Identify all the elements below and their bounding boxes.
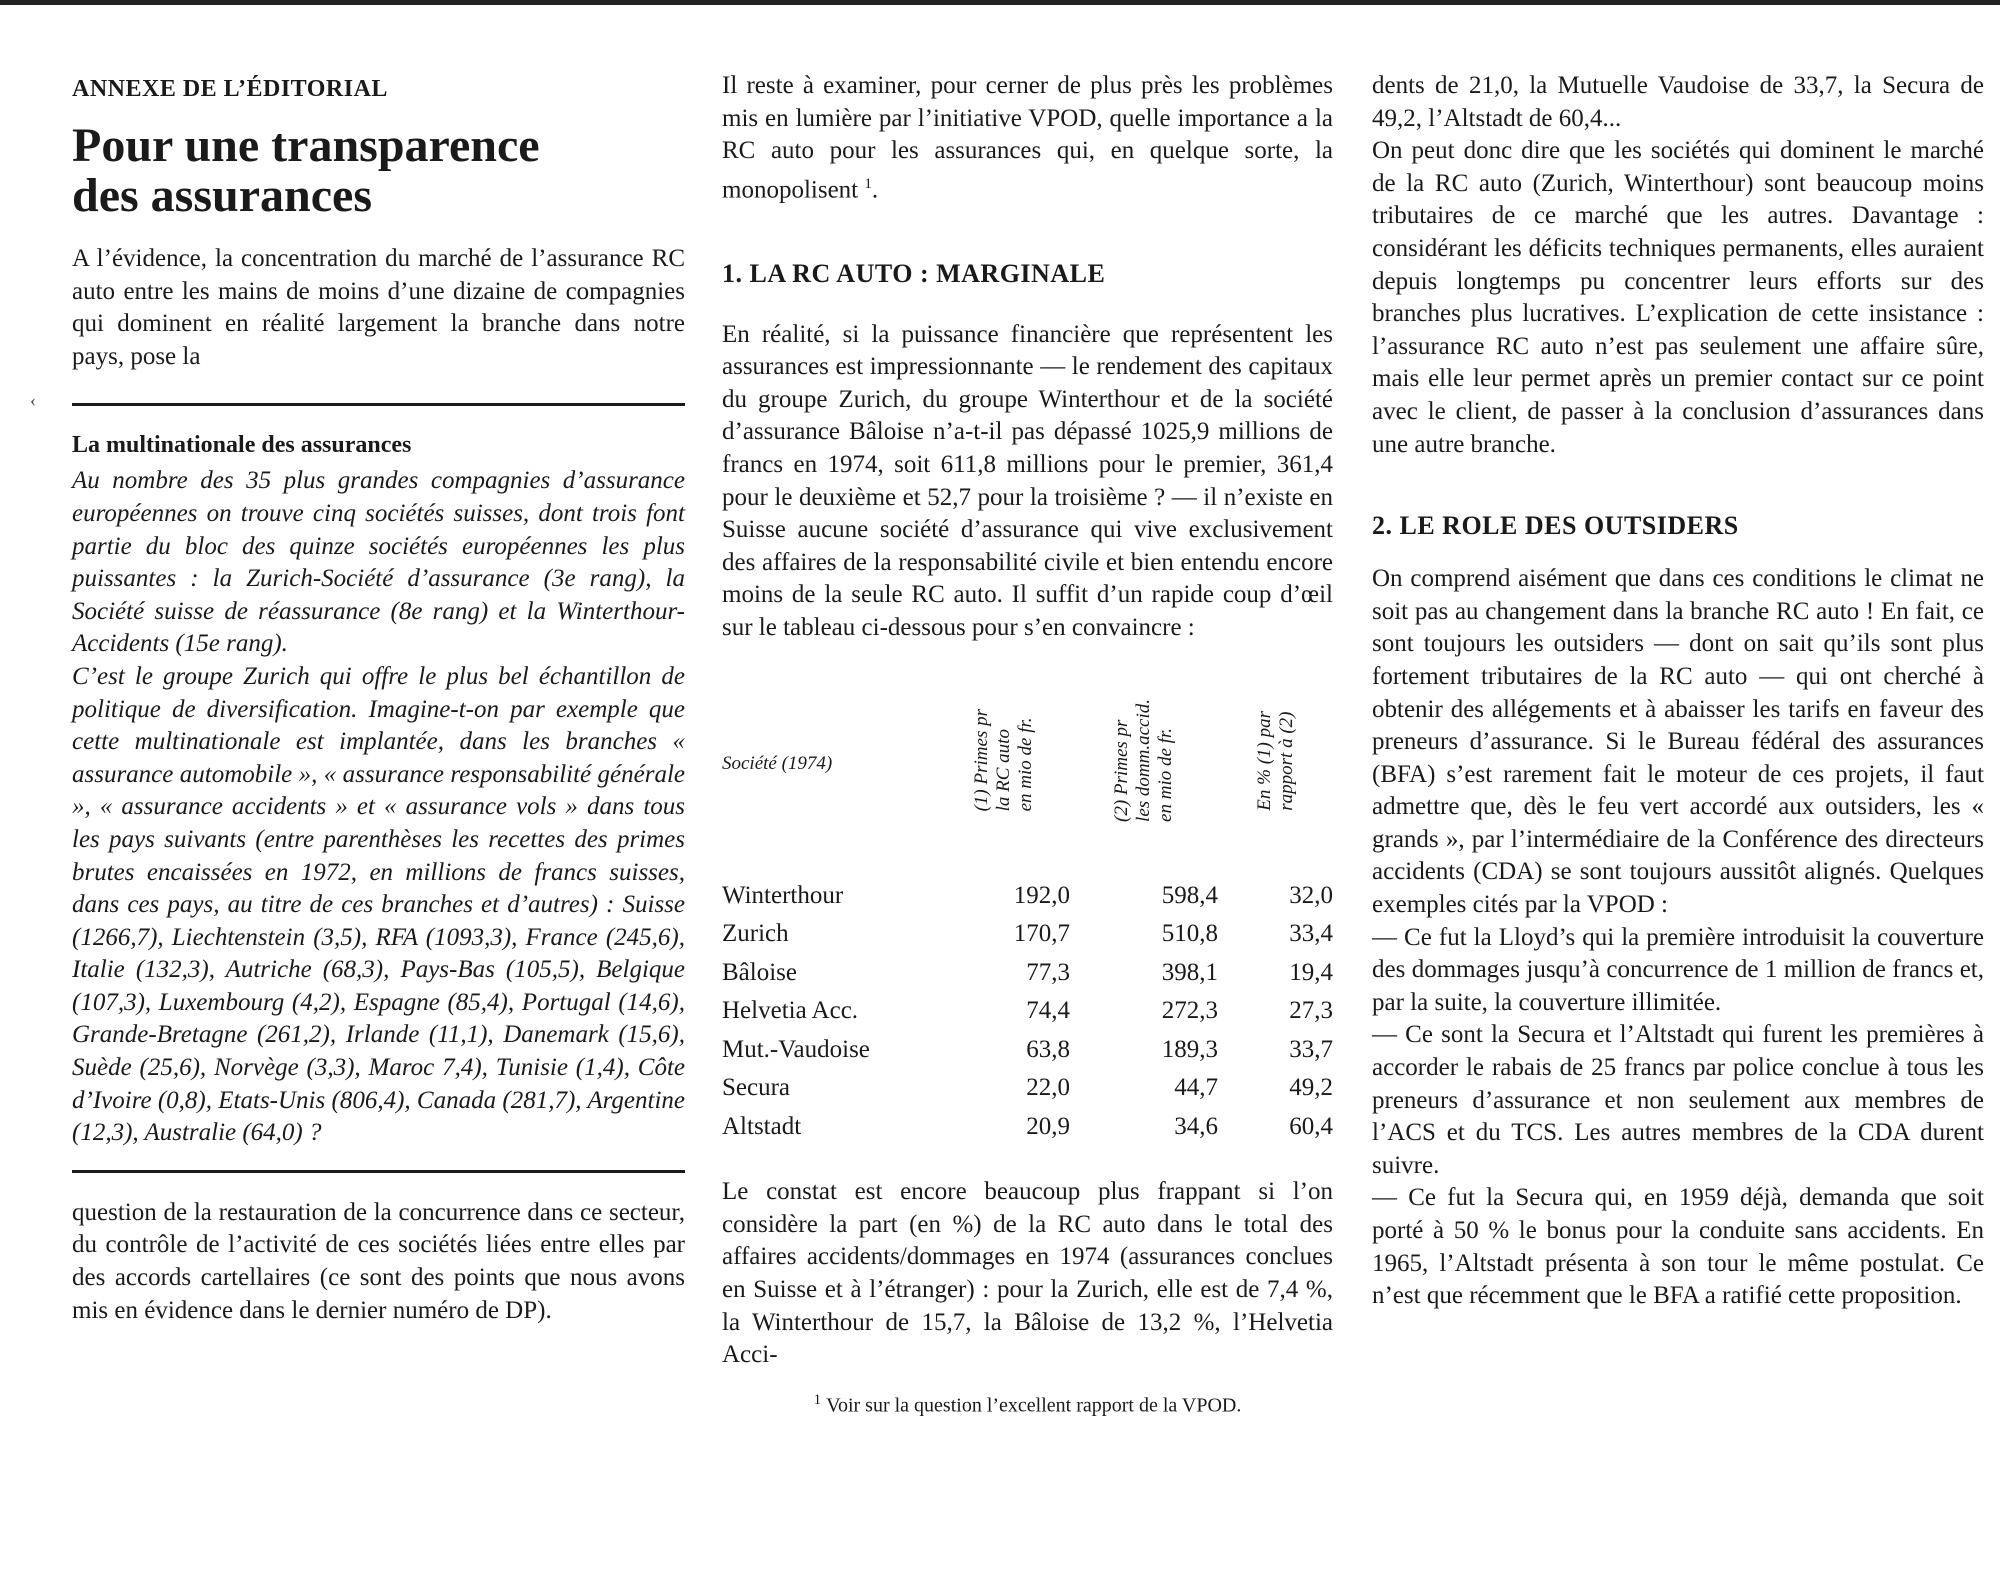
percentage: 19,4 bbox=[1289, 958, 1333, 986]
footnote-text: Voir sur la question l’excellent rapport de la VPOD. bbox=[826, 1394, 1242, 1417]
margin-mark: ‹ bbox=[30, 390, 36, 410]
percentage: 33,7 bbox=[1289, 1035, 1333, 1063]
sidebar-paragraph-2: C’est le groupe Zurich qui offre le plus bel échantillon de politique de diversification. Imagine-t-on par exemple que cette multinationale est implantée, dans les branches « assurance automobile », « assurance responsabilité générale », « assurance accidents » et « assurance vols » dans tous les pays suivants (entre parenthèses les recettes des primes brutes encaissées en 1972, en millions de francs suisses, dans ces pays, au titre de ces branches et d’autres) : Suisse (1266,7), Liechtenstein (3,5), RFA (1093,3), France (245,6), Italie (132,3), Autriche (68,3), Pays-Bas (105,5), Belgique (107,3), Luxembourg (4,2), Espagne (85,4), Portugal (14,6), Grande-Bretagne (261,2), Irlande (11,1), Danemark (15,6), Suède (25,6), Norvège (3,3), Maroc 7,4), Tunisie (1,4), Côte d’Ivoire (0,8), Etats-Unis (806,4), Canada (281,7), Argentine (12,3), Australie (64,0) ? bbox=[72, 662, 685, 1147]
headline-line-2: des assurances bbox=[72, 169, 373, 222]
column-2 bbox=[722, 70, 1333, 1417]
rc-auto-premium: 20,9 bbox=[1026, 1112, 1070, 1140]
rc-auto-premium: 192,0 bbox=[1013, 881, 1070, 909]
col3-paragraph-5: — Ce sont la Secura et l’Altstadt qui furent les premières à accorder le rabais de 25 francs par police conclue à tous les preneurs d’assurance et non seulement aux membres de l’ACS et du TCS. Les autres membres de la CDA durent suivre. bbox=[1372, 1021, 1984, 1179]
table-header-row bbox=[722, 659, 1333, 877]
rc-auto-premium: 77,3 bbox=[1026, 958, 1070, 986]
accident-premium: 189,3 bbox=[1161, 1035, 1218, 1063]
table-header-2-text: (2) Primes pr les domm.accid. en mio de fr. bbox=[1111, 699, 1176, 823]
footnote bbox=[722, 1392, 1333, 1418]
percentage: 60,4 bbox=[1289, 1112, 1333, 1140]
top-rule bbox=[0, 0, 2000, 5]
accident-premium: 34,6 bbox=[1174, 1112, 1218, 1140]
table-row bbox=[722, 1031, 1333, 1070]
company-name: Winterthour bbox=[722, 881, 844, 909]
table-row bbox=[722, 954, 1333, 993]
table-row bbox=[722, 1069, 1333, 1108]
column-1 bbox=[72, 70, 685, 1327]
col3-paragraph-6: — Ce fut la Secura qui, en 1959 déjà, demanda que soit porté à 50 % le bonus pour la conduite sans accidents. En 1965, l’Altstadt présenta à son tour le même postulat. Ce n’est que récemment que le BFA a ratifié cette proposition. bbox=[1372, 1184, 1984, 1310]
col2-paragraph-2: Le constat est encore beaucoup plus frappant si l’on considère la part (en %) de la RC auto dans le total des affaires accidents/dommages en 1974 (assurances conclues en Suisse et à l’étranger) : pour la Zurich, elle est de 7,4 %, la Winterthour de 15,7, la Bâloise de 13,2 %, l’Helvetia Acci- bbox=[722, 1178, 1333, 1369]
table-row bbox=[722, 992, 1333, 1031]
table-row bbox=[722, 877, 1333, 916]
accident-premium: 44,7 bbox=[1174, 1074, 1218, 1102]
rc-auto-premium: 22,0 bbox=[1026, 1074, 1070, 1102]
intro-paragraph: A l’évidence, la concentration du marché de l’assurance RC auto entre les mains de moins d’une dizaine de compagnies qui dominent en réalité largement la branche dans notre pays, pose la bbox=[72, 245, 685, 370]
percentage: 32,0 bbox=[1289, 881, 1333, 909]
col3-paragraph-3: On comprend aisément que dans ces conditions le climat ne soit pas au changement dans la branche RC auto ! En fait, ce sont toujours les outsiders — dont on sait qu’ils sont plus fortement tributaires de la RC auto — qui ont cherché à obtenir des allégements et à abaisser les tarifs en faveur des preneurs d’assurance. Si le Bureau fédéral des assurances (BFA) s’est rarement fait le moteur de ces projets, il faut admettre que, dès le feu vert accordé aux outsiders, les « grands », par l’intermédiaire de la Conférence des directeurs accidents (CDA) se sont toujours aussitôt alignés. Quelques exemples cités par la VPOD : bbox=[1372, 565, 1984, 919]
section-heading-1: 1. LA RC AUTO : MARGINALE bbox=[722, 258, 1106, 288]
sidebar-heading: La multinationale des assurances bbox=[72, 432, 412, 459]
accident-premium: 272,3 bbox=[1161, 997, 1218, 1025]
accident-premium: 398,1 bbox=[1161, 958, 1218, 986]
rc-auto-premium: 63,8 bbox=[1026, 1035, 1070, 1063]
table-header-1-text: (1) Primes pr la RC auto en mio de fr. bbox=[971, 709, 1036, 812]
table-row bbox=[722, 915, 1333, 954]
table-header-1 bbox=[938, 659, 1070, 877]
company-name: Altstadt bbox=[722, 1112, 802, 1140]
headline bbox=[72, 121, 685, 221]
column-3 bbox=[1372, 70, 1984, 1313]
rc-auto-premium: 74,4 bbox=[1026, 997, 1070, 1025]
table-header-3-text: En % (1) par rapport à (2) bbox=[1253, 710, 1297, 811]
table-header-2 bbox=[1070, 659, 1218, 877]
accident-premium: 598,4 bbox=[1161, 881, 1218, 909]
company-name: Mut.-Vaudoise bbox=[722, 1035, 870, 1063]
company-name: Zurich bbox=[722, 920, 789, 948]
accident-premium: 510,8 bbox=[1161, 920, 1218, 948]
premiums-table bbox=[722, 659, 1333, 1147]
table-header-label: Société (1974) bbox=[722, 752, 833, 774]
outro-paragraph: question de la restauration de la concurrence dans ce secteur, du contrôle de l’activité de ces sociétés liées entre elles par des accords cartellaires (ce sont des points que nous avons mis en évidence dans le dernier numéro de DP). bbox=[72, 1198, 685, 1324]
table-header-3 bbox=[1218, 659, 1333, 877]
col2-paragraph-1: En réalité, si la puissance financière que représentent les assurances est impressionnante — le rendement des capitaux du groupe Zurich, du groupe Winterthour et de la société d’assurance Bâloise n’a-t-il pas dépassé 1025,9 millions de francs en 1974, soit 611,8 millions pour le premier, 361,4 pour le deuxième et 52,7 pour la troisième ? — il n’existe en Suisse aucune société d’assurance qui vive exclusivement des affaires de la responsabilité civile et bien entendu encore moins de la seule RC auto. Il suffit d’un rapide coup d’œil sur le tableau ci-dessous pour s’en convaincre : bbox=[722, 320, 1333, 642]
col3-paragraph-2: On peut donc dire que les sociétés qui dominent le marché de la RC auto (Zurich, Winterthour) sont beaucoup moins tributaires de ce marché que les autres. Davantage : considérant les déficits techniques permanents, elles auraient depuis longtemps pu concentrer leurs efforts sur des branches plus lucratives. L’explication de cette insistance : l’assurance RC auto n’est pas seulement une affaire sûre, mais elle leur permet après un premier contact sur ce point avec le client, de passer à la conclusion d’assurances dans une autre branche. bbox=[1372, 137, 1984, 458]
percentage: 33,4 bbox=[1289, 920, 1333, 948]
headline-line-1: Pour une transparence bbox=[72, 119, 540, 172]
rc-auto-premium: 170,7 bbox=[1013, 920, 1070, 948]
footnote-ref: 1 bbox=[864, 175, 872, 192]
col2-intro bbox=[722, 70, 1333, 207]
table-row bbox=[722, 1108, 1333, 1147]
kicker: ANNEXE DE L’ÉDITORIAL bbox=[72, 76, 388, 102]
col2-intro-end: . bbox=[871, 176, 879, 204]
col2-intro-text: Il reste à examiner, pour cerner de plus près les problèmes mis en lumière par l’initiative VPOD, quelle importance a la RC auto pour les assurances qui, en quelque sorte, la monopolisent bbox=[722, 72, 1333, 204]
sidebar-paragraph-1: Au nombre des 35 plus grandes compagnies d’assurance européennes on trouve cinq sociétés suisses, dont trois font partie du bloc des quinze sociétés européennes les plus puissantes : la Zurich-Société d’assurance (3e rang), la Société suisse de réassurance (8e rang) et la Winterthour-Accidents (15e rang). bbox=[72, 467, 685, 658]
col3-paragraph-4: — Ce fut la Lloyd’s qui la première introduisit la couverture des dommages jusqu’à concurrence de 1 million de francs et, par la suite, la couverture illimitée. bbox=[1372, 923, 1984, 1016]
percentage: 27,3 bbox=[1289, 997, 1333, 1025]
section-heading-2: 2. LE ROLE DES OUTSIDERS bbox=[1372, 511, 1739, 541]
col3-paragraph-1: dents de 21,0, la Mutuelle Vaudoise de 33,7, la Secura de 49,2, l’Altstadt de 60,4... bbox=[1372, 72, 1984, 132]
percentage: 49,2 bbox=[1289, 1074, 1333, 1102]
company-name: Bâloise bbox=[722, 958, 797, 986]
footnote-number: 1 bbox=[813, 1391, 822, 1408]
sidebar-box bbox=[72, 403, 685, 1172]
company-name: Secura bbox=[722, 1074, 791, 1102]
company-name: Helvetia Acc. bbox=[722, 997, 859, 1025]
